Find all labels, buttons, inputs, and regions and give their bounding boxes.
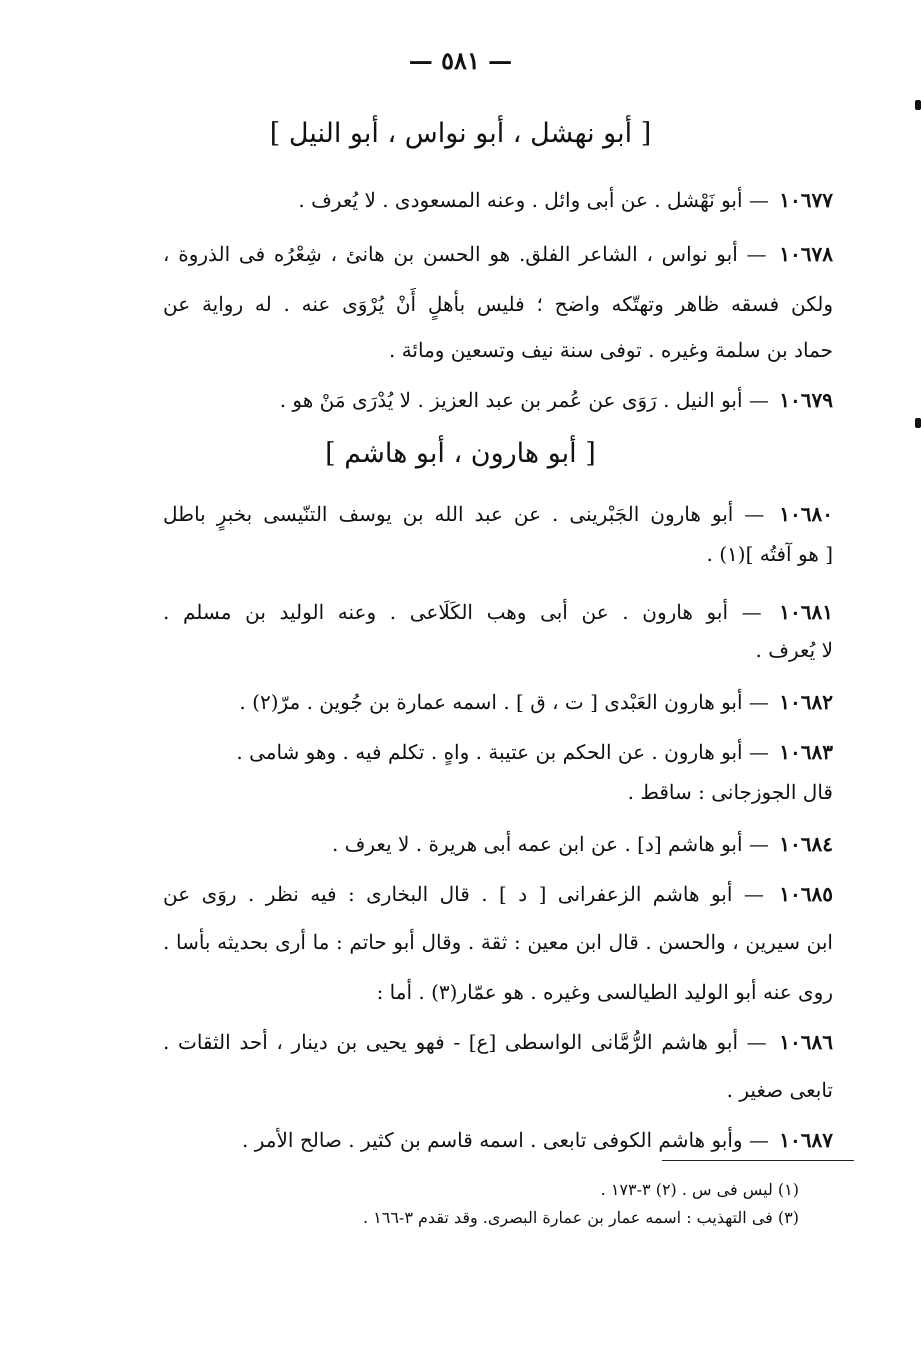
entry-number: ١٠٦٨٥ bbox=[779, 882, 833, 906]
entry-text: — أبو هاشم الرُّمَّانى الواسطى [ع] - فهو يحيى بن دينار ، أحد الثقات . bbox=[163, 1030, 767, 1054]
margin-mark bbox=[915, 100, 921, 110]
entry-line: ولكن فسقه ظاهر وتهتّكه واضح ؛ فليس بأهلٍ أَنْ يُرْوَى عنه . له رواية عن bbox=[163, 292, 833, 316]
entry-line: روى عنه أبو الوليد الطيالسى وغيره . هو عمّار(٣) . أما : bbox=[376, 980, 833, 1004]
entry-line: قال الجوزجانى : ساقط . bbox=[627, 780, 833, 804]
entry-number: ١٠٦٨٦ bbox=[779, 1030, 834, 1054]
margin-mark bbox=[915, 418, 921, 428]
entry-line: لا يُعرف . bbox=[755, 638, 833, 662]
entry-text: — أبو نَهْشل . عن أبى وائل . وعنه المسعودى . لا يُعرف . bbox=[298, 188, 769, 212]
entry-10682 bbox=[163, 688, 833, 716]
entry-number: ١٠٦٨٧ bbox=[779, 1128, 833, 1152]
entry-10683 bbox=[163, 738, 833, 766]
entry-line: حماد بن سلمة وغيره . توفى سنة نيف وتسعين ومائة . bbox=[388, 338, 833, 362]
entry-10684 bbox=[163, 830, 833, 858]
entry-number: ١٠٦٨١ bbox=[779, 600, 833, 624]
entry-10681 bbox=[163, 598, 833, 626]
entry-text: — أبو هارون . عن أبى وهب الكَلَاعى . وعنه الوليد بن مسلم . bbox=[163, 600, 762, 624]
entry-text: — أبو النيل . رَوَى عن عُمر بن عبد العزيز . لا يُدْرَى مَنْ هو . bbox=[279, 388, 769, 412]
entry-10687 bbox=[163, 1126, 833, 1154]
entry-10677 bbox=[163, 186, 833, 214]
entry-number: ١٠٦٨٠ bbox=[779, 502, 834, 526]
page-number: — ٥٨١ — bbox=[408, 46, 513, 75]
section-heading: [ أبو هارون ، أبو هاشم ] bbox=[325, 438, 596, 469]
entry-10678 bbox=[163, 240, 833, 268]
footnote: (٣) فى التهذيب : اسمه عمار بن عمارة البصرى. وقد تقدم ٣-١٦٦ . bbox=[362, 1208, 799, 1227]
entry-10679 bbox=[163, 386, 833, 414]
section-heading: [ أبو نهشل ، أبو نواس ، أبو النيل ] bbox=[269, 118, 652, 149]
entry-text: — وأبو هاشم الكوفى تابعى . اسمه قاسم بن كثير . صالح الأمر . bbox=[242, 1128, 769, 1152]
entry-10685 bbox=[163, 880, 833, 908]
footnote: (١) ليس فى س . (٢) ٣-١٧٣ . bbox=[600, 1180, 799, 1199]
entry-number: ١٠٦٧٧ bbox=[779, 188, 833, 212]
entry-text: — أبو هاشم [د] . عن ابن عمه أبى هريرة . لا يعرف . bbox=[331, 832, 769, 856]
entry-text: — أبو نواس ، الشاعر الفلق. هو الحسن بن هانئ ، شِعْرُه فى الذروة ، bbox=[163, 242, 767, 266]
entry-number: ١٠٦٧٨ bbox=[779, 242, 833, 266]
entry-number: ١٠٦٨٣ bbox=[779, 740, 833, 764]
entry-text: — أبو هارون الجَبْرينى . عن عبد الله بن يوسف التنّيسى بخبرٍ باطل bbox=[163, 502, 765, 526]
entry-10680 bbox=[163, 500, 833, 528]
entry-text: — أبو هاشم الزعفرانى [ د ] . قال البخارى : فيه نظر . روَى عن bbox=[163, 882, 764, 906]
entry-10686 bbox=[163, 1028, 833, 1056]
footnote-divider bbox=[662, 1160, 854, 1161]
entry-line: [ هو آفتُه ](١) . bbox=[706, 542, 833, 566]
entry-line: تابعى صغير . bbox=[726, 1078, 833, 1102]
entry-number: ١٠٦٨٢ bbox=[779, 690, 833, 714]
entry-number: ١٠٦٨٤ bbox=[779, 832, 833, 856]
entry-line: ابن سيرين ، والحسن . قال ابن معين : ثقة . وقال أبو حاتم : ما أرى بحديثه بأسا . bbox=[163, 930, 833, 954]
entry-text: — أبو هارون . عن الحكم بن عتيبة . واهٍ . تكلم فيه . وهو شامى . bbox=[236, 740, 769, 764]
entry-number: ١٠٦٧٩ bbox=[779, 388, 833, 412]
entry-text: — أبو هارون العَبْدى [ ت ، ق ] . اسمه عمارة بن جُوين . مرّ(٢) . bbox=[239, 690, 769, 714]
